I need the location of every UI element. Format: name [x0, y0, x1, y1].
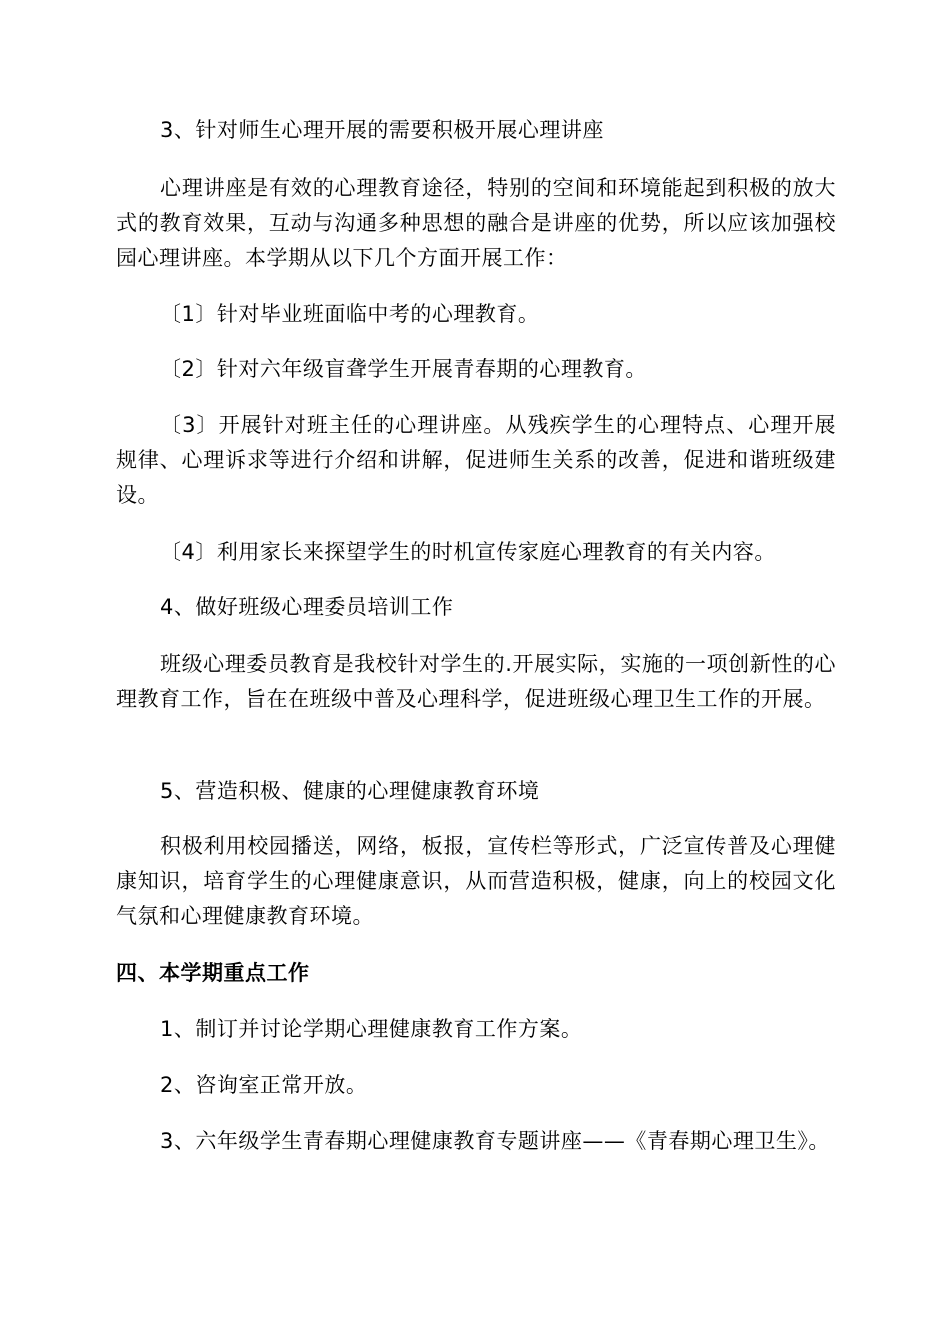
- list-item-4: 〔4〕利用家长来探望学生的时机宣传家庭心理教育的有关内容。: [160, 540, 776, 564]
- subsection-3-title: 3、针对师生心理开展的需要积极开展心理讲座: [160, 118, 604, 142]
- section-heading: 四、本学期重点工作: [116, 961, 310, 985]
- subsection-5-title: 5、营造积极、健康的心理健康教育环境: [160, 779, 540, 803]
- environment-paragraph: 积极利用校园播送，网络，板报，宣传栏等形式，广泛宣传普及心理健康知识，培育学生的心理健康意识，从而营造积极，健康，向上的校园文化气氛和心理健康教育环境。: [116, 834, 836, 928]
- key-work-item-3: 3、六年级学生青春期心理健康教育专题讲座——《青春期心理卫生》。: [160, 1129, 830, 1153]
- key-work-item-2: 2、咨询室正常开放。: [160, 1073, 368, 1097]
- list-item-2: 〔2〕针对六年级盲聋学生开展青春期的心理教育。: [160, 357, 647, 381]
- subsection-4-title: 4、做好班级心理委员培训工作: [160, 595, 454, 619]
- class-committee-paragraph: 班级心理委员教育是我校针对学生的.开展实际，实施的一项创新性的心理教育工作，旨在在班级中普及心理科学，促进班级心理卫生工作的开展。: [116, 652, 836, 711]
- lecture-paragraph: 心理讲座是有效的心理教育途径，特别的空间和环境能起到积极的放大式的教育效果，互动与沟通多种思想的融合是讲座的优势，所以应该加强校园心理讲座。本学期从以下几个方面开展工作：: [116, 176, 836, 270]
- list-item-1: 〔1〕针对毕业班面临中考的心理教育。: [160, 302, 540, 326]
- list-item-3: 〔3〕开展针对班主任的心理讲座。从残疾学生的心理特点、心理开展规律、心理诉求等进行介绍和讲解，促进师生关系的改善，促进和谐班级建设。: [116, 413, 836, 507]
- key-work-item-1: 1、制订并讨论学期心理健康教育工作方案。: [160, 1017, 583, 1041]
